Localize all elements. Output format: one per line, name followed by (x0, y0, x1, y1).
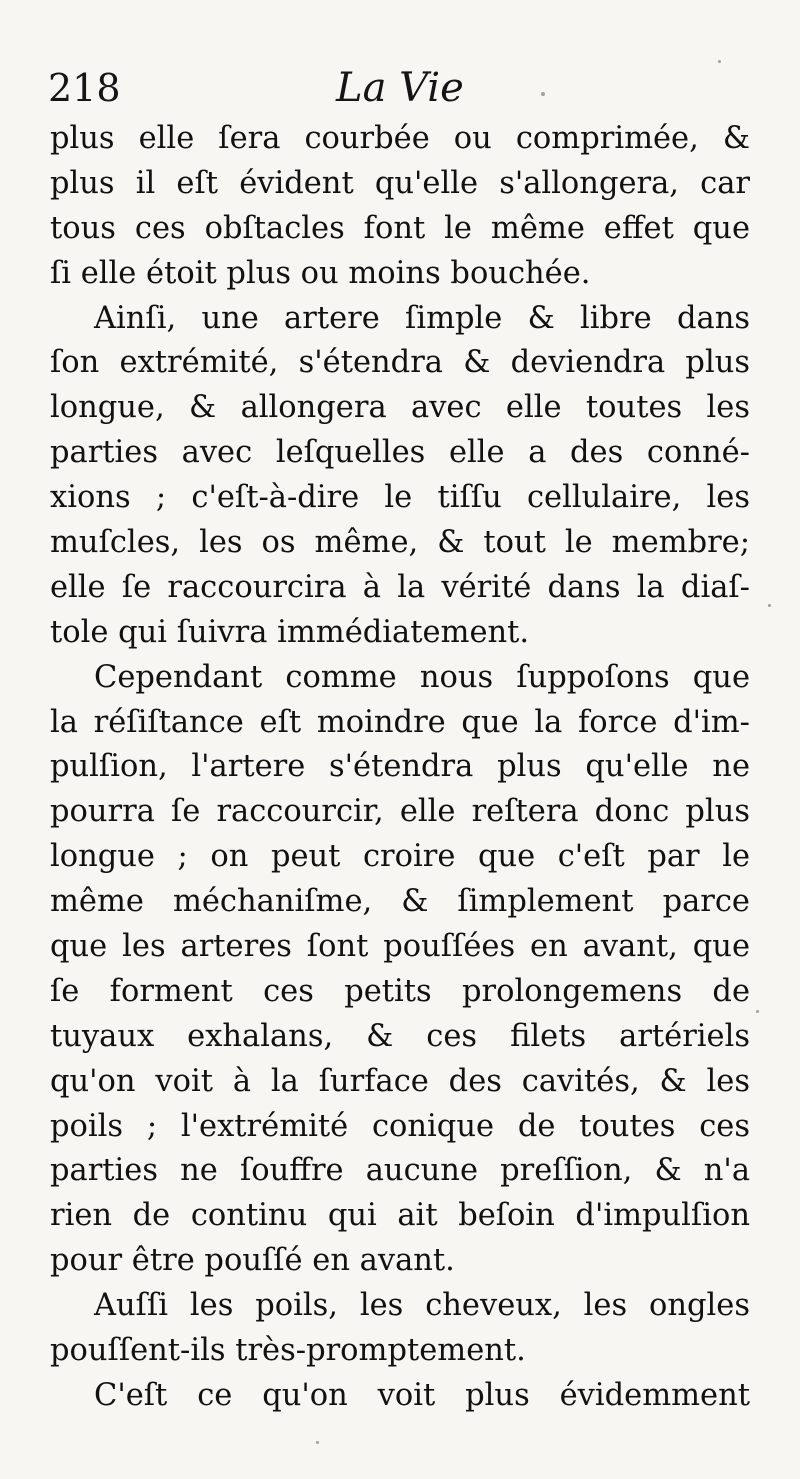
paragraph (50, 1374, 750, 1419)
text-line: longue, & allongera avec elle toutes les (50, 390, 750, 426)
ink-speck (756, 1010, 759, 1013)
text-line: C'eſt ce qu'on voit plus évidemment (94, 1377, 750, 1413)
text-line: pour être pouſſé en avant. (50, 1243, 455, 1279)
text-line: Cependant comme nous ſuppoſons que (94, 659, 750, 695)
text-line: Auſſi les poils, les cheveux, les ongles (94, 1288, 750, 1324)
text-line: parties avec leſquelles elle a des conné- (50, 435, 750, 471)
running-title: La Vie (336, 65, 464, 111)
text-line: pouſſent-ils très-promptement. (50, 1333, 526, 1369)
body-text (50, 117, 750, 1419)
text-line: ſe forment ces petits prolongemens de (50, 973, 750, 1009)
text-line: elle ſe raccourcira à la vérité dans la diaſ- (50, 569, 750, 605)
paragraph (50, 656, 750, 1284)
text-line: pulſion, l'artere s'étendra plus qu'elle ne (50, 749, 750, 785)
text-line: xions ; c'eſt-à-dire le tiſſu cellulaire, les (50, 480, 750, 516)
text-line: plus elle ſera courbée ou comprimée, & (50, 121, 750, 156)
text-line: tole qui ſuivra immédiatement. (50, 614, 530, 650)
running-head (48, 62, 748, 114)
text-line: même méchaniſme, & ſimplement parce (50, 884, 750, 920)
text-line: parties ne ſouffre aucune preſſion, & n'a (50, 1153, 750, 1189)
page-number: 218 (48, 66, 121, 110)
text-line: Ainſi, une artere ſimple & libre dans (94, 300, 750, 336)
text-line: plus il eſt évident qu'elle s'allongera, car (50, 165, 750, 201)
text-line: ſon extrémité, s'étendra & deviendra plus (50, 345, 750, 381)
ink-speck (768, 604, 771, 607)
text-line: pourra ſe raccourcir, elle reſtera donc plus (50, 794, 750, 830)
text-line: la réſiſtance eſt moindre que la force d'im- (50, 704, 750, 740)
text-line: ſi elle étoit plus ou moins bouchée. (50, 255, 591, 291)
text-line: que les arteres ſont pouſſées en avant, que (50, 929, 750, 965)
text-line: rien de continu qui ait beſoin d'impulſion (50, 1198, 750, 1234)
text-line: poils ; l'extrémité conique de toutes ces (50, 1108, 750, 1144)
ink-speck (316, 1441, 319, 1444)
text-line: longue ; on peut croire que c'eſt par le (50, 839, 750, 875)
text-line: muſcles, les os même, & tout le membre; (50, 525, 750, 561)
text-line: tous ces obſtacles font le même effet que (50, 210, 750, 246)
text-line: qu'on voit à la ſurface des cavités, & les (50, 1063, 750, 1099)
paragraph (50, 1284, 750, 1374)
text-line: tuyaux exhalans, & ces filets artériels (50, 1018, 750, 1054)
paragraph (50, 297, 750, 656)
paragraph (50, 117, 750, 297)
